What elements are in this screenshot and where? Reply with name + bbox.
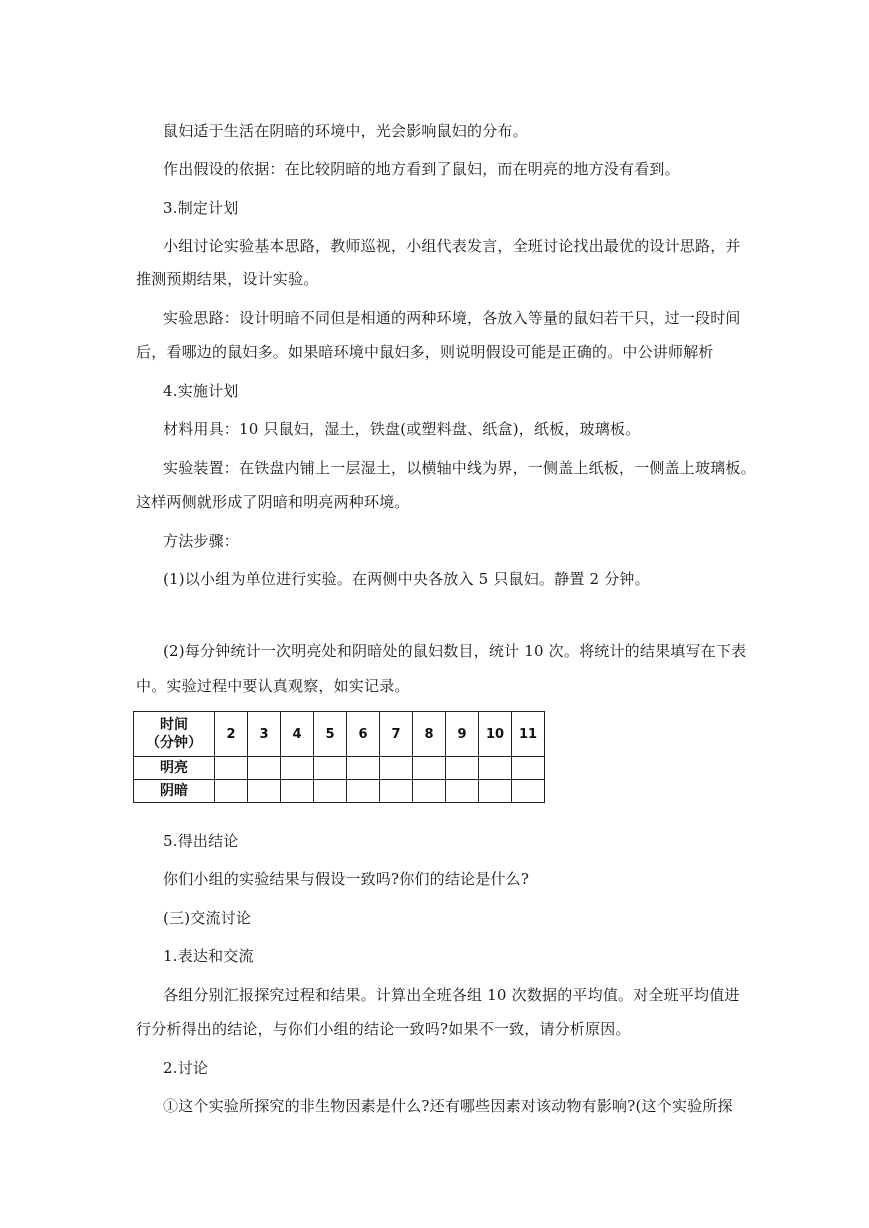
table-cell-empty (413, 780, 446, 803)
paragraph-apparatus-line1: 实验装置：在铁盘内铺上一层湿土，以横轴中线为界，一侧盖上纸板，一侧盖上玻璃板。 (163, 459, 756, 477)
table-cell-minute: 10 (479, 712, 512, 757)
paragraph-idea-line2: 后，看哪边的鼠妇多。如果暗环境中鼠妇多，则说明假设可能是正确的。中公讲师解析 (136, 343, 714, 361)
paragraph-discussion-line2: 推测预期结果，设计实验。 (136, 270, 319, 288)
paragraph-step2-line2: 中。实验过程中要认真观察，如实记录。 (136, 677, 410, 695)
table-cell-empty (347, 757, 380, 780)
table-cell-empty (446, 780, 479, 803)
table-cell-empty (281, 780, 314, 803)
table-cell-empty (215, 780, 248, 803)
table-cell-minute: 9 (446, 712, 479, 757)
table-cell-empty (512, 780, 545, 803)
table-cell-empty (512, 757, 545, 780)
paragraph-question1: ①这个实验所探究的非生物因素是什么?还有哪些因素对该动物有影响?(这个实验所探 (163, 1097, 733, 1115)
table-row-bright (134, 757, 545, 780)
table-cell-empty (248, 757, 281, 780)
table-cell-minute: 2 (215, 712, 248, 757)
table-row-label-dark: 阴暗 (134, 780, 215, 803)
paragraph-report-line1: 各组分别汇报探究过程和结果。计算出全班各组 10 次数据的平均值。对全班平均值进 (163, 986, 740, 1004)
table-cell-empty (314, 780, 347, 803)
paragraph-materials: 材料用具：10 只鼠妇，湿土，铁盘(或塑料盘、纸盒)，纸板，玻璃板。 (163, 420, 641, 438)
table-row-label-bright: 明亮 (134, 757, 215, 780)
heading-draw-conclusion: 5.得出结论 (163, 832, 239, 850)
table-cell-minute: 5 (314, 712, 347, 757)
table-cell-empty (281, 757, 314, 780)
heading-discussion: 2.讨论 (163, 1059, 209, 1077)
paragraph-idea-line1: 实验思路：设计明暗不同但是相通的两种环境，各放入等量的鼠妇若干只，过一段时间 (163, 309, 741, 327)
table-cell-minute: 7 (380, 712, 413, 757)
table-cell-minute: 4 (281, 712, 314, 757)
paragraph-discussion-line1: 小组讨论实验基本思路，教师巡视，小组代表发言，全班讨论找出最优的设计思路，并 (163, 237, 741, 255)
table-cell-empty (380, 780, 413, 803)
table-header-time-line1: 时间 (160, 717, 188, 733)
paragraph-hypothesis: 鼠妇适于生活在阴暗的环境中，光会影响鼠妇的分布。 (163, 122, 528, 140)
table-cell-minute: 8 (413, 712, 446, 757)
table-cell-minute: 6 (347, 712, 380, 757)
table-cell-minute: 3 (248, 712, 281, 757)
table-header-time (134, 712, 215, 757)
table-cell-empty (479, 780, 512, 803)
table-cell-empty (314, 757, 347, 780)
record-table (133, 711, 545, 803)
heading-exchange-discussion: (三)交流讨论 (163, 909, 252, 927)
paragraph-step2-line1: (2)每分钟统计一次明亮处和阴暗处的鼠妇数目，统计 10 次。将统计的结果填写在下表 (163, 642, 747, 660)
paragraph-conclusion-question: 你们小组的实验结果与假设一致吗?你们的结论是什么? (163, 870, 530, 888)
table-cell-minute: 11 (512, 712, 545, 757)
record-table-wrapper (133, 711, 545, 803)
table-row-dark (134, 780, 545, 803)
heading-implement-plan: 4.实施计划 (163, 382, 239, 400)
table-header-time-line2: （分钟） (146, 735, 202, 751)
table-cell-empty (248, 780, 281, 803)
table-cell-empty (479, 757, 512, 780)
table-cell-empty (380, 757, 413, 780)
table-header-row (134, 712, 545, 757)
table-cell-empty (446, 757, 479, 780)
table-cell-empty (413, 757, 446, 780)
paragraph-step1: (1)以小组为单位进行实验。在两侧中央各放入 5 只鼠妇。静置 2 分钟。 (163, 570, 650, 588)
table-cell-empty (215, 757, 248, 780)
paragraph-method-label: 方法步骤： (163, 532, 240, 550)
table-cell-empty (347, 780, 380, 803)
paragraph-report-line2: 行分析得出的结论，与你们小组的结论一致吗?如果不一致，请分析原因。 (136, 1020, 631, 1038)
paragraph-apparatus-line2: 这样两侧就形成了阴暗和明亮两种环境。 (136, 493, 410, 511)
heading-make-plan: 3.制定计划 (163, 199, 239, 217)
paragraph-hypothesis-basis: 作出假设的依据：在比较阴暗的地方看到了鼠妇，而在明亮的地方没有看到。 (163, 160, 680, 178)
heading-express-exchange: 1.表达和交流 (163, 947, 254, 965)
